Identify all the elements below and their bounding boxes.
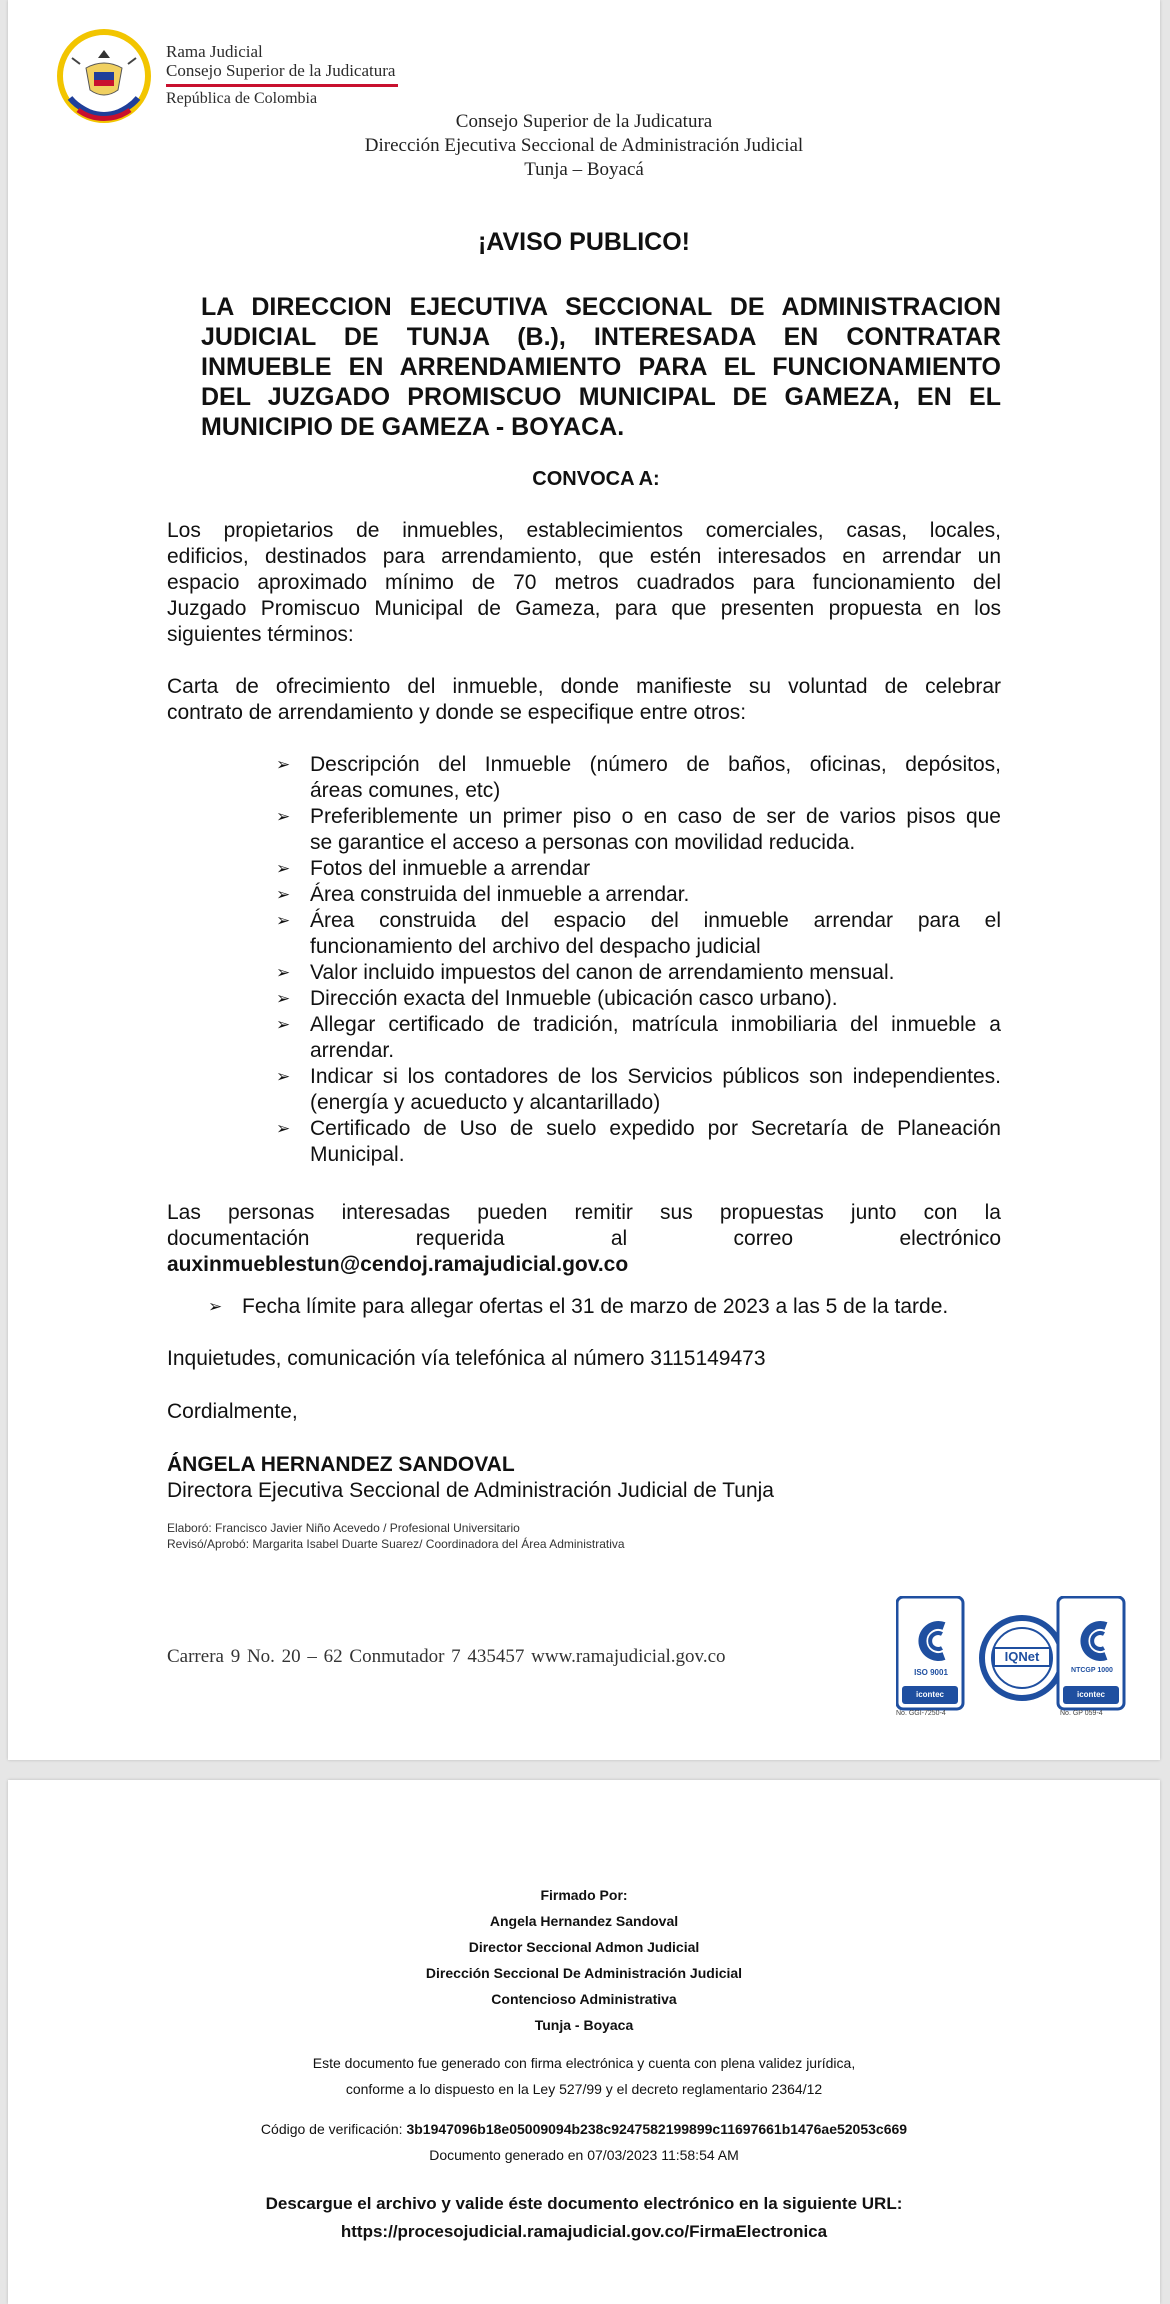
subject-line: INMUEBLE EN ARRENDAMIENTO PARA EL FUNCIONAMIENTO	[201, 353, 1001, 381]
carta-paragraph	[167, 674, 1001, 726]
list-item	[276, 752, 1001, 804]
logo-divider	[166, 84, 398, 87]
list-item	[276, 804, 1001, 856]
verification-code-label: Código de verificación:	[260, 2121, 403, 2137]
document-page-1	[8, 0, 1160, 1760]
prepared-by: Elaboró: Francisco Javier Niño Acevedo / Profesional Universitario	[167, 1521, 520, 1535]
list-item	[276, 856, 1001, 882]
intro-line: Los propietarios de inmuebles, establecimientos comerciales, casas, locales,	[167, 519, 1001, 542]
list-item-text: Fotos del inmueble a arrendar	[310, 857, 591, 880]
notice-title: ¡AVISO PUBLICO!	[477, 228, 691, 256]
list-item	[276, 960, 1001, 986]
submission-line: Las personas interesadas pueden remitir sus propuestas junto con la	[167, 1201, 1001, 1224]
list-item-text: (energía y acueducto y alcantarillado)	[310, 1091, 661, 1114]
subject-line: DEL JUZGADO PROMISCUO MUNICIPAL DE GAMEZA, EN EL	[201, 383, 1001, 411]
list-item-text: Certificado de Uso de suelo expedido por Secretaría de Planeación	[310, 1117, 1001, 1140]
list-item-text: Municipal.	[310, 1143, 405, 1166]
intro-line: edificios, destinados para arrendamiento, que estén interesados en arrendar un	[167, 545, 1001, 568]
list-item-text: funcionamiento del archivo del despacho judicial	[310, 935, 761, 958]
arrow-bullet-icon: ➢	[276, 1119, 291, 1138]
iso-certificate-icon	[896, 1596, 970, 1720]
icontec-label: icontec	[915, 1690, 944, 1699]
signer-position: Director Seccional Admon Judicial	[468, 1939, 700, 1955]
arrow-bullet-icon: ➢	[276, 859, 291, 878]
list-item-text: Indicar si los contadores de los Servicios públicos son independientes.	[310, 1065, 1001, 1088]
signer-area: Contencioso Administrativa	[491, 1991, 677, 2007]
arrow-bullet-icon: ➢	[276, 807, 291, 826]
logo-line-3: República de Colombia	[166, 90, 318, 107]
list-item-text: Valor incluido impuestos del canon de arrendamiento mensual.	[310, 961, 895, 984]
requirements-list	[276, 752, 1001, 1168]
subject-line: JUDICIAL DE TUNJA (B.), INTERESADA EN CONTRATAR	[201, 323, 1001, 351]
arrow-bullet-icon: ➢	[276, 755, 291, 774]
list-item	[276, 1012, 1001, 1064]
ntcgp-label: NTCGP 1000	[1071, 1667, 1113, 1674]
list-item	[276, 882, 1001, 908]
icontec-label: icontec	[1076, 1690, 1105, 1699]
list-item	[276, 1116, 1001, 1168]
submission-paragraph	[167, 1200, 1001, 1278]
list-item-text: Descripción del Inmueble (número de baños, oficinas, depósitos,	[310, 753, 1001, 776]
list-item-text: Área construida del inmueble a arrendar.	[310, 883, 690, 906]
ntcgp-certificate-number: No. GP 059-4	[1060, 1710, 1103, 1717]
logo-line-1: Rama Judicial	[166, 42, 263, 61]
signer-name: ÁNGELA HERNANDEZ SANDOVAL	[167, 1453, 515, 1476]
arrow-bullet-icon: ➢	[276, 911, 291, 930]
intro-line: Juzgado Promiscuo Municipal de Gameza, para que presenten propuesta en los	[167, 597, 1001, 620]
validity-statement-2: conforme a lo dispuesto en la Ley 527/99 y el decreto reglamentario 2364/12	[345, 2081, 823, 2097]
iso-certificate-number: No. GGI-7250-4	[896, 1710, 946, 1717]
deadline-text: Fecha límite para allegar ofertas el 31 de marzo de 2023 a las 5 de la tarde.	[242, 1295, 949, 1318]
list-item	[276, 908, 1001, 960]
list-item	[276, 1064, 1001, 1116]
inquiries-text: Inquietudes, comunicación vía telefónica al número 3115149473	[167, 1347, 766, 1370]
reviewed-by: Revisó/Aprobó: Margarita Isabel Duarte Suarez/ Coordinadora del Área Administrativa	[167, 1537, 625, 1551]
iso-9001-certification-logo	[896, 1596, 970, 1720]
carta-line: Carta de ofrecimiento del inmueble, donde manifieste su voluntad de celebrar	[167, 675, 1001, 698]
arrow-bullet-icon: ➢	[276, 885, 291, 904]
iso-label: ISO 9001	[914, 1668, 948, 1677]
deadline-item	[208, 1294, 948, 1320]
list-item-text: se garantice el acceso a personas con movilidad reducida.	[310, 831, 856, 854]
signed-by-heading: Firmado Por:	[540, 1887, 628, 1903]
header-line-3: Tunja – Boyacá	[524, 159, 644, 180]
notice-subject	[201, 292, 1001, 442]
intro-line: siguientes términos:	[167, 623, 354, 646]
validation-url-link[interactable]: https://procesojudicial.ramajudicial.gov.co/FirmaElectronica	[340, 2222, 828, 2241]
rama-judicial-logo-text	[166, 42, 398, 108]
verification-code: 3b1947096b18e05009094b238c9247582199899c11697661b1476ae52053c669	[406, 2121, 908, 2137]
iqnet-label: IQNet	[1004, 1649, 1040, 1664]
list-item-text: arrendar.	[310, 1039, 395, 1062]
ntcgp-certificate-icon	[1054, 1596, 1130, 1720]
subject-line: LA DIRECCION EJECUTIVA SECCIONAL DE ADMINISTRACION	[201, 293, 1001, 321]
generation-date: Documento generado en 07/03/2023 11:58:54 AM	[429, 2147, 739, 2163]
header-line-1: Consejo Superior de la Judicatura	[455, 111, 713, 132]
list-item	[276, 986, 1001, 1012]
arrow-bullet-icon: ➢	[276, 1015, 291, 1034]
list-item-text: Allegar certificado de tradición, matrícula inmobiliaria del inmueble a	[310, 1013, 1001, 1036]
footer-address: Carrera 9 No. 20 – 62 Conmutador 7 435457 www.ramajudicial.gov.co	[167, 1646, 726, 1667]
intro-paragraph	[167, 518, 1001, 648]
carta-line: contrato de arrendamiento y donde se especifique entre otros:	[167, 701, 747, 724]
submission-line: documentación requerida al correo electrónico	[167, 1227, 1001, 1250]
list-item-text: Área construida del espacio del inmueble arrendar para el	[310, 909, 1001, 932]
document-page-2	[8, 1780, 1160, 2304]
logo-line-2: Consejo Superior de la Judicatura	[166, 61, 396, 80]
arrow-bullet-icon: ➢	[276, 963, 291, 982]
ntcgp-1000-certification-logo	[1054, 1596, 1130, 1720]
signer-office: Dirección Seccional De Administración Judicial	[425, 1965, 743, 1981]
arrow-bullet-icon: ➢	[276, 1067, 291, 1086]
header-line-2: Dirección Ejecutiva Seccional de Administración Judicial	[364, 135, 804, 156]
arrow-bullet-icon: ➢	[276, 989, 291, 1008]
list-item-text: Preferiblemente un primer piso o en caso de ser de varios pisos que	[310, 805, 1001, 828]
signer-role: Directora Ejecutiva Seccional de Administración Judicial de Tunja	[167, 1479, 774, 1502]
validity-statement-1: Este documento fue generado con firma electrónica y cuenta con plena validez jurídica,	[312, 2055, 856, 2071]
subject-line: MUNICIPIO DE GAMEZA - BOYACA.	[201, 413, 625, 441]
intro-line: espacio aproximado mínimo de 70 metros cuadrados para funcionamiento del	[167, 571, 1001, 594]
convoca-heading: CONVOCA A:	[532, 468, 660, 490]
verification-code-row	[8, 2116, 1160, 2142]
signer-city: Tunja - Boyaca	[534, 2017, 634, 2033]
closing-text: Cordialmente,	[167, 1400, 298, 1423]
arrow-bullet-icon: ➢	[208, 1297, 223, 1316]
email-link[interactable]: auxinmueblestun@cendoj.ramajudicial.gov.co	[167, 1253, 629, 1276]
iqnet-certification-logo	[978, 1606, 1066, 1710]
list-item-text: Dirección exacta del Inmueble (ubicación casco urbano).	[310, 987, 838, 1010]
signer-full-name: Angela Hernandez Sandoval	[489, 1913, 679, 1929]
download-instruction: Descargue el archivo y valide éste documento electrónico en la siguiente URL:	[265, 2194, 903, 2213]
list-item-text: áreas comunes, etc)	[310, 779, 501, 802]
